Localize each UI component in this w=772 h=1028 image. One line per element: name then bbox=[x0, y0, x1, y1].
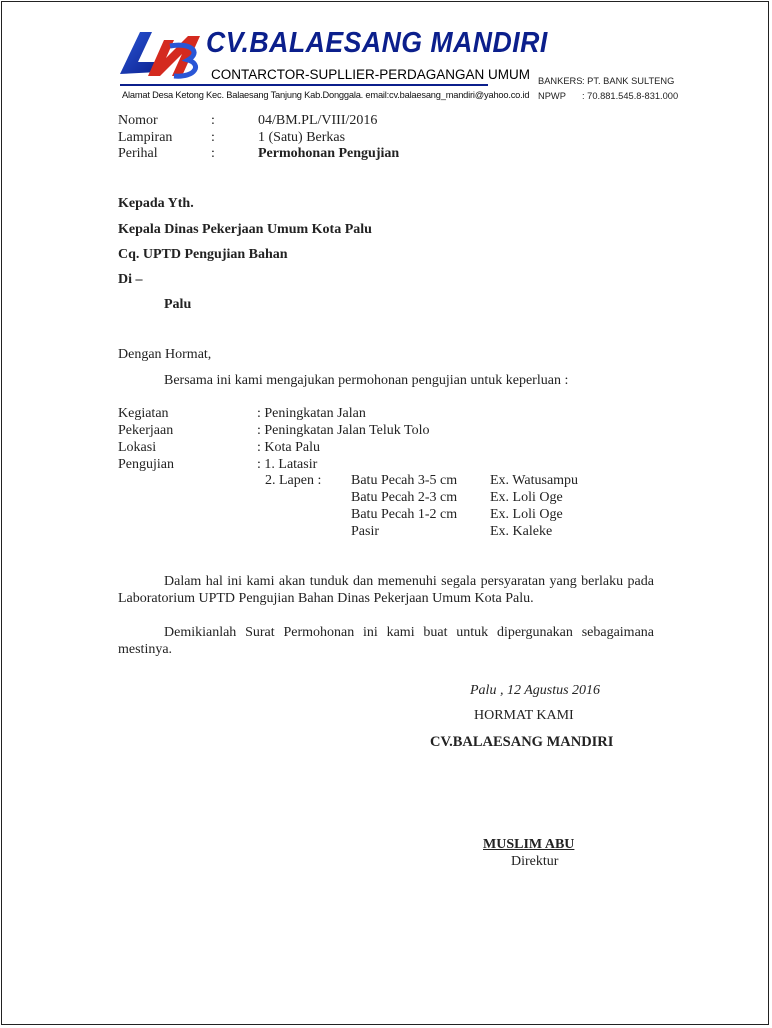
intro-text: Bersama ini kami mengajukan permohonan pengujian untuk keperluan : bbox=[164, 373, 569, 388]
lapen-label: 2. Lapen : bbox=[265, 473, 322, 488]
company-logo bbox=[118, 26, 204, 82]
signatory-name: MUSLIM ABU bbox=[483, 837, 575, 852]
bankers-label: BANKERS bbox=[538, 76, 583, 86]
meta-sep: : bbox=[211, 113, 215, 128]
recipient-line: Kepada Yth. bbox=[118, 196, 194, 211]
recipient-city: Palu bbox=[164, 297, 192, 312]
material-source: Ex. Loli Oge bbox=[490, 507, 563, 522]
meta-sep: : bbox=[211, 146, 215, 161]
company-address: Alamat Desa Ketong Kec. Balaesang Tanjung Kab.Donggala. email:cv.balaesang_mandiri@yahoo.co.id bbox=[122, 90, 530, 100]
meta-value-lampiran: 1 (Satu) Berkas bbox=[258, 130, 346, 145]
bankers-value: : PT. BANK SULTENG bbox=[582, 76, 675, 86]
paragraph-closing bbox=[118, 624, 654, 658]
meta-label: Perihal bbox=[118, 146, 158, 161]
signature-company: CV.BALAESANG MANDIRI bbox=[430, 734, 614, 750]
signatory-title: Direktur bbox=[511, 854, 559, 869]
meta-label: Lampiran bbox=[118, 130, 173, 145]
header-rule bbox=[120, 84, 488, 86]
detail-label: Pekerjaan bbox=[118, 423, 174, 438]
material-name: Batu Pecah 2-3 cm bbox=[351, 490, 458, 505]
detail-value: : Kota Palu bbox=[257, 440, 320, 455]
closing-salutation: HORMAT KAMI bbox=[474, 708, 574, 723]
material-source: Ex. Watusampu bbox=[490, 473, 579, 488]
meta-value-perihal: Permohonan Pengujian bbox=[258, 146, 400, 161]
greeting: Dengan Hormat, bbox=[118, 347, 212, 362]
material-name: Pasir bbox=[351, 524, 379, 539]
meta-label: Nomor bbox=[118, 113, 158, 128]
recipient-line: Kepala Dinas Pekerjaan Umum Kota Palu bbox=[118, 222, 372, 237]
material-name: Batu Pecah 3-5 cm bbox=[351, 473, 458, 488]
detail-value: : Peningkatan Jalan Teluk Tolo bbox=[257, 423, 430, 438]
npwp-label: NPWP bbox=[538, 91, 566, 101]
npwp-value: : 70.881.545.8-831.000 bbox=[582, 91, 679, 101]
detail-value: : Peningkatan Jalan bbox=[257, 406, 366, 421]
detail-label: Lokasi bbox=[118, 440, 157, 455]
detail-value: : 1. Latasir bbox=[257, 457, 318, 472]
paragraph-compliance bbox=[118, 573, 654, 607]
detail-label: Pengujian bbox=[118, 457, 174, 472]
recipient-line: Cq. UPTD Pengujian Bahan bbox=[118, 247, 288, 262]
detail-label: Kegiatan bbox=[118, 406, 169, 421]
paragraph-closing-text: Demikianlah Surat Permohonan ini kami buat untuk dipergunakan sebagaimana mestinya. bbox=[118, 625, 654, 657]
material-source: Ex. Kaleke bbox=[490, 524, 553, 539]
company-tagline: CONTARCTOR-SUPLLIER-PERDAGANGAN UMUM bbox=[211, 67, 531, 82]
meta-value-nomor: 04/BM.PL/VIII/2016 bbox=[258, 113, 378, 128]
recipient-line: Di – bbox=[118, 272, 143, 287]
paragraph-compliance-text: Dalam hal ini kami akan tunduk dan memenuhi segala persyaratan yang berlaku pada Laboratorium UPTD Pengujian Bahan Dinas Pekerjaan Umum Kota Palu. bbox=[118, 574, 654, 606]
company-name: CV.BALAESANG MANDIRI bbox=[206, 27, 548, 59]
material-name: Batu Pecah 1-2 cm bbox=[351, 507, 458, 522]
material-source: Ex. Loli Oge bbox=[490, 490, 563, 505]
place-date: Palu , 12 Agustus 2016 bbox=[470, 683, 601, 698]
meta-sep: : bbox=[211, 130, 215, 145]
